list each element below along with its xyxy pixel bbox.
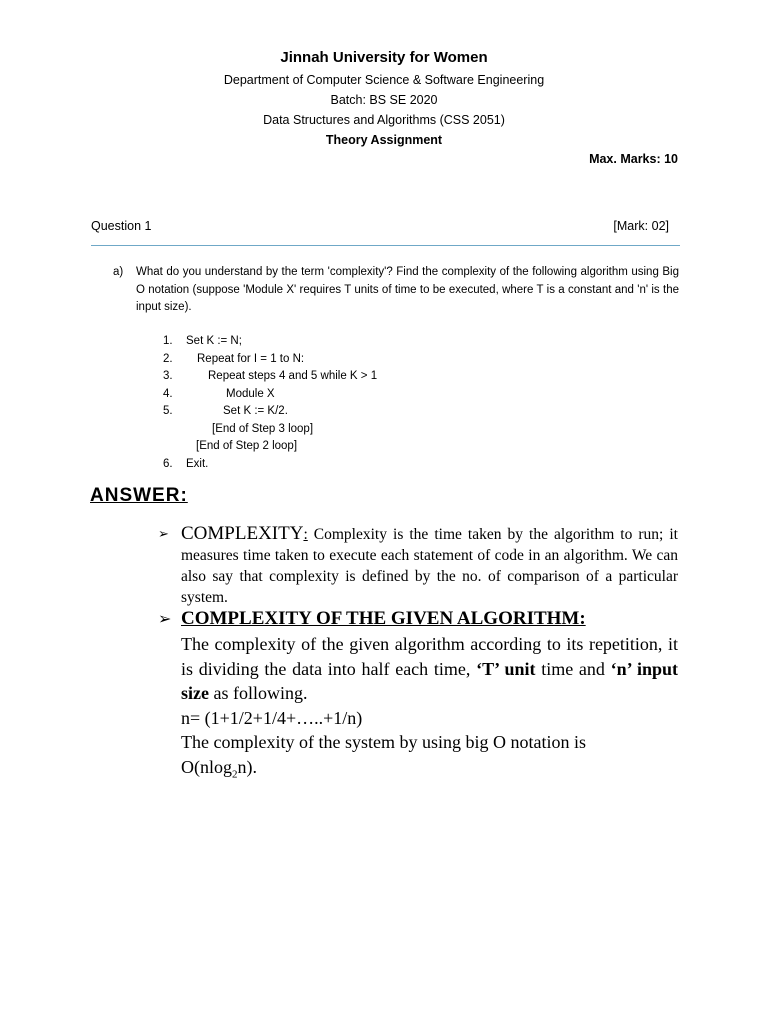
given-algorithm-paragraph <box>181 632 678 706</box>
complexity-text: Complexity is the time taken by the algorithm to run; it measures time taken to execute each statement of code in an algorithm. We can also say that complexity is defined by the no. of comparison of a particular system. <box>181 526 678 606</box>
complexity-label: COMPLEXITY <box>181 523 304 544</box>
conclusion-text: The complexity of the system by using big O notation is <box>181 732 586 752</box>
step-number: 3. <box>163 370 173 382</box>
given-algorithm-heading: COMPLEXITY OF THE GIVEN ALGORITHM: <box>181 608 586 629</box>
department-name: Department of Computer Science & Software Engineering <box>223 73 545 87</box>
step-text: [End of Step 2 loop] <box>196 440 298 452</box>
step-text: [End of Step 3 loop] <box>212 422 314 435</box>
step-text: Module X <box>226 387 275 400</box>
paragraph-text: time and <box>535 658 611 679</box>
paragraph-text: The complexity of the given algorithm according to its repetition, it is dividing the data into half each time, <box>181 634 678 679</box>
question-row <box>91 219 679 241</box>
arrow-bullet-icon: ➢ <box>158 609 172 628</box>
part-label: a) <box>113 266 124 278</box>
step-number: 2. <box>163 352 173 365</box>
step-number: 1. <box>163 335 173 347</box>
step-text: Repeat for I = 1 to N: <box>197 352 305 365</box>
batch-label: Batch: BS SE 2020 <box>330 93 438 107</box>
complexity-colon: : <box>303 526 308 543</box>
step-number: 6. <box>163 457 173 470</box>
step-text: Set K := N; <box>186 335 242 347</box>
step-number: 5. <box>163 405 173 417</box>
question-divider <box>91 245 680 246</box>
step-text: Set K := K/2. <box>223 405 288 417</box>
n-input-term: ‘n’ input size <box>181 658 678 703</box>
part-text: What do you understand by the term 'complexity'? Find the complexity of the following algorithm using Big O notation (suppose 'Module X' requires T units of time to be executed, where T is a constant and 'n' is the input size). <box>136 266 679 313</box>
result-suffix: n). <box>237 756 257 777</box>
assignment-title: Theory Assignment <box>325 133 443 147</box>
university-name: Jinnah University for Women <box>280 49 488 66</box>
given-algorithm-bullet <box>158 606 678 787</box>
step-text: Repeat steps 4 and 5 while K > 1 <box>208 370 378 382</box>
max-marks: Max. Marks: 10 <box>589 152 678 166</box>
question-title: Question 1 <box>91 219 152 233</box>
step-text: Exit. <box>186 457 209 470</box>
result-subscript: 2 <box>232 768 238 781</box>
result-prefix: O(nlog <box>181 756 232 777</box>
complexity-definition <box>181 523 678 608</box>
big-o-result <box>181 755 678 787</box>
complexity-formula: n= (1+1/2+1/4+…..+1/n) <box>181 707 363 728</box>
paragraph-text: as following. <box>208 683 308 703</box>
given-algorithm-body <box>181 632 678 787</box>
step-number: 4. <box>163 387 173 400</box>
complexity-bullet <box>158 523 678 608</box>
question-part-a <box>113 264 679 317</box>
answer-heading: ANSWER: <box>90 485 188 506</box>
document-header <box>0 46 768 150</box>
arrow-bullet-icon: ➢ <box>158 527 169 542</box>
t-unit-term: ‘T’ unit <box>476 658 536 679</box>
course-title: Data Structures and Algorithms (CSS 2051) <box>263 113 505 127</box>
question-marks: [Mark: 02] <box>613 219 669 233</box>
